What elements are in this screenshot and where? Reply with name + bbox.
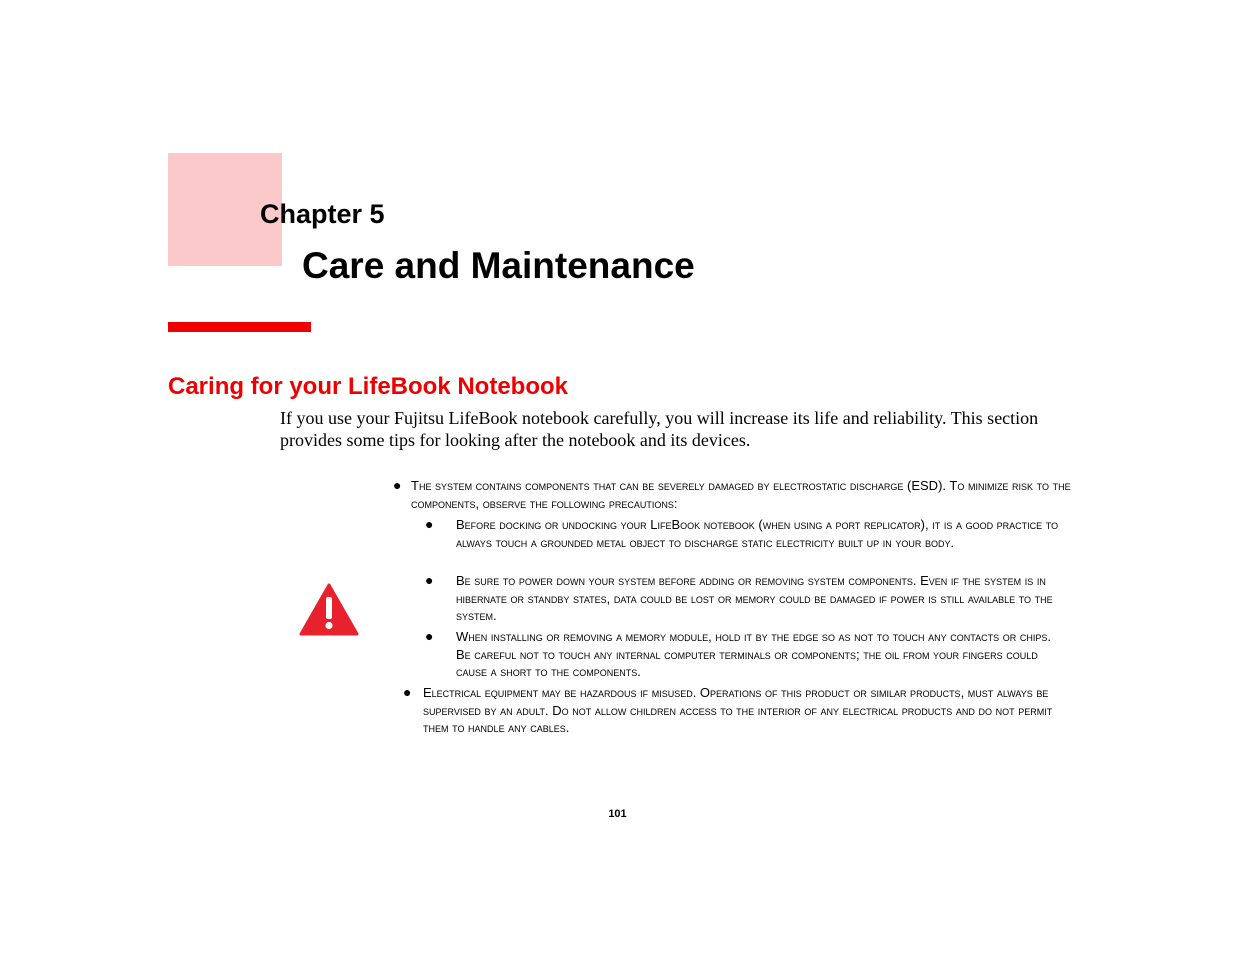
warning-subitem: When installing or removing a memory module, hold it by the edge so as not to touch any contacts or chips. Be careful not to touch any internal computer terminals or components; the oil from your fingers could cause a short to the components. — [456, 629, 1051, 679]
warning-item: Electrical equipment may be hazardous if misused. Operations of this product or similar products, must always be supervised by an adult. Do not allow children access to the interior of any electrical products and do not permit them to handle any cables. — [423, 685, 1053, 735]
warning-item: The system contains components that can be severely damaged by electrostatic discharge (ESD). To minimize risk to the components, observe the following precautions: — [411, 478, 1071, 511]
bullet-icon: ● — [425, 516, 434, 532]
chapter-divider-bar — [168, 322, 311, 332]
bullet-icon: ● — [393, 477, 402, 493]
bullet-icon: ● — [425, 628, 434, 644]
section-intro: If you use your Fujitsu LifeBook notebook carefully, you will increase its life and reliability. This section provides some tips for looking after the notebook and its devices. — [280, 408, 1039, 450]
bullet-icon: ● — [403, 684, 412, 700]
chapter-title: Care and Maintenance — [302, 245, 695, 286]
warning-triangle-icon — [299, 583, 359, 636]
section-heading: Caring for your LifeBook Notebook — [168, 373, 569, 400]
page-number: 101 — [608, 808, 627, 820]
chapter-number: Chapter 5 — [260, 199, 385, 229]
warning-subitem: Before docking or undocking your LifeBook notebook (when using a port replicator), it is a good practice to always touch a grounded metal object to discharge static electricity built up in your body. — [456, 517, 1059, 550]
warning-subitem: Be sure to power down your system before adding or removing system components. Even if the system is in hibernate or standby states, data could be lost or memory could be damaged if power is still available to the system. — [456, 573, 1053, 623]
bullet-icon: ● — [425, 572, 434, 588]
